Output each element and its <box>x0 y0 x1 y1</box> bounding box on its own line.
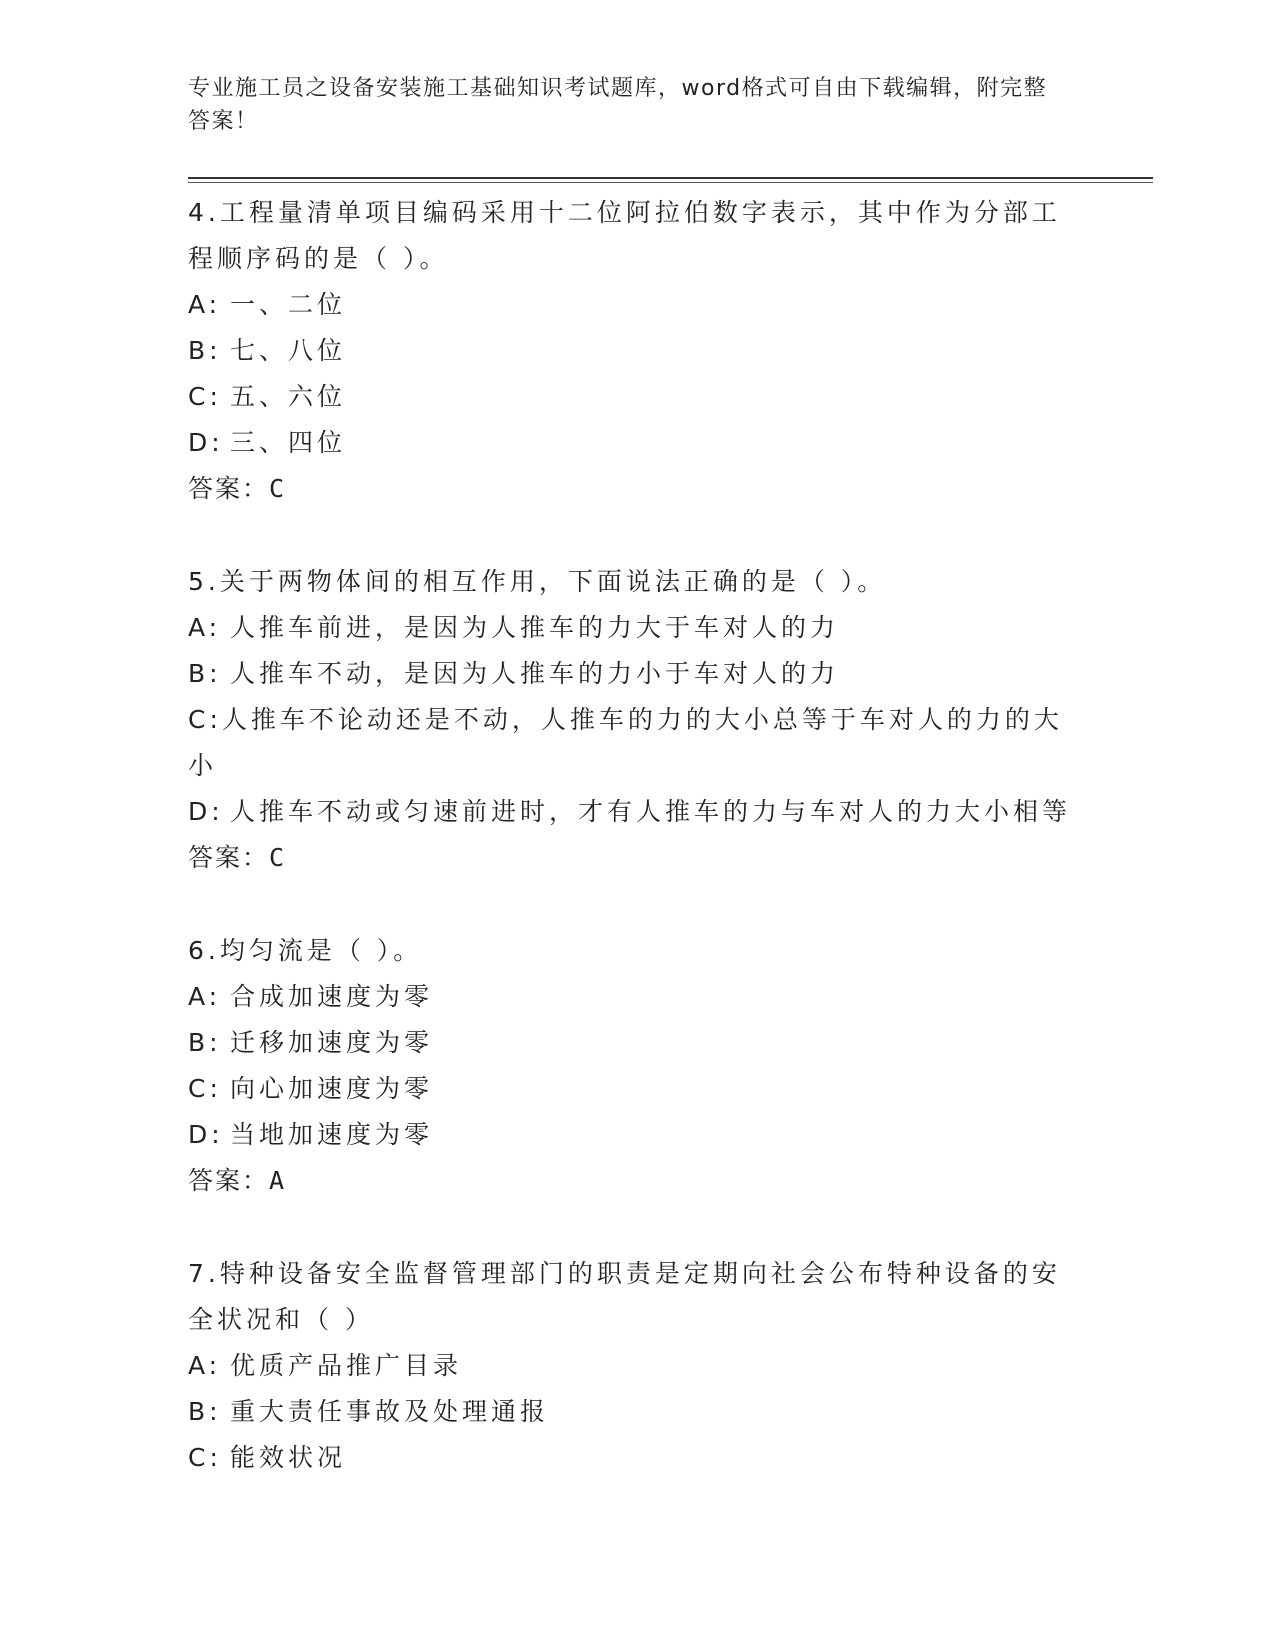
option-text: 人推车不动或匀速前进时，才有人推车的力与车对人的力大小相等 <box>230 797 1072 826</box>
answer-value: C <box>269 843 287 872</box>
option-b <box>188 328 1088 374</box>
option-key: B: <box>188 659 222 688</box>
option-b <box>188 1020 1088 1066</box>
header-divider-thick <box>188 177 1153 179</box>
option-a <box>188 605 1088 651</box>
option-key: B: <box>188 336 222 365</box>
option-a <box>188 282 1088 328</box>
option-a <box>188 1343 1088 1389</box>
answer-label: 答案： <box>188 474 270 503</box>
option-key: D: <box>188 797 224 826</box>
question-6 <box>188 928 1088 1204</box>
option-key: B: <box>188 1397 222 1426</box>
option-key: A: <box>188 290 222 319</box>
option-text: 一、二位 <box>230 290 347 319</box>
option-a <box>188 974 1088 1020</box>
answer-label: 答案： <box>188 843 270 872</box>
answer-value: C <box>269 474 287 503</box>
option-b <box>188 651 1088 697</box>
option-text: 人推车不动，是因为人推车的力小于车对人的力 <box>230 659 840 688</box>
answer-label: 答案： <box>188 1166 270 1195</box>
question-4 <box>188 190 1088 512</box>
option-key: D: <box>188 1120 224 1149</box>
option-text: 人推车不论动还是不动，人推车的力的大小总等于车对人的力的大小 <box>188 705 1063 780</box>
option-text: 三、四位 <box>230 428 347 457</box>
answer-line <box>188 466 1088 512</box>
option-key: B: <box>188 1028 222 1057</box>
option-text: 重大责任事故及处理通报 <box>230 1397 550 1426</box>
option-text: 七、八位 <box>230 336 347 365</box>
option-key: C: <box>188 382 222 411</box>
answer-line <box>188 1158 1088 1204</box>
question-list <box>188 190 1088 1528</box>
option-key: C: <box>188 705 222 734</box>
option-text: 合成加速度为零 <box>230 982 434 1011</box>
option-b <box>188 1389 1088 1435</box>
option-d <box>188 789 1088 835</box>
question-stem: 4.工程量清单项目编码采用十二位阿拉伯数字表示，其中作为分部工程顺序码的是（ ）。 <box>188 198 1061 273</box>
option-c <box>188 1435 1088 1481</box>
option-text: 能效状况 <box>230 1443 347 1472</box>
question-stem: 6.均匀流是（ ）。 <box>188 936 423 965</box>
option-key: A: <box>188 982 222 1011</box>
option-text: 优质产品推广目录 <box>230 1351 463 1380</box>
question-stem: 7.特种设备安全监督管理部门的职责是定期向社会公布特种设备的安全状况和（ ） <box>188 1259 1061 1334</box>
option-d <box>188 1112 1088 1158</box>
option-c <box>188 697 1088 789</box>
answer-value: A <box>269 1166 287 1195</box>
option-text: 五、六位 <box>230 382 347 411</box>
option-key: C: <box>188 1443 222 1472</box>
option-key: D: <box>188 428 224 457</box>
header-divider-thin <box>188 182 1153 183</box>
answer-line <box>188 835 1088 881</box>
question-stem: 5.关于两物体间的相互作用，下面说法正确的是（ ）。 <box>188 567 887 596</box>
option-text: 当地加速度为零 <box>230 1120 434 1149</box>
option-c <box>188 374 1088 420</box>
document-header: 专业施工员之设备安装施工基础知识考试题库，word格式可自由下载编辑，附完整答案！ <box>188 76 1048 134</box>
option-key: A: <box>188 613 222 642</box>
option-text: 向心加速度为零 <box>230 1074 434 1103</box>
option-text: 迁移加速度为零 <box>230 1028 434 1057</box>
option-c <box>188 1066 1088 1112</box>
option-d <box>188 420 1088 466</box>
question-7 <box>188 1251 1088 1481</box>
option-key: C: <box>188 1074 222 1103</box>
option-key: A: <box>188 1351 222 1380</box>
option-text: 人推车前进，是因为人推车的力大于车对人的力 <box>230 613 840 642</box>
question-5 <box>188 559 1088 881</box>
